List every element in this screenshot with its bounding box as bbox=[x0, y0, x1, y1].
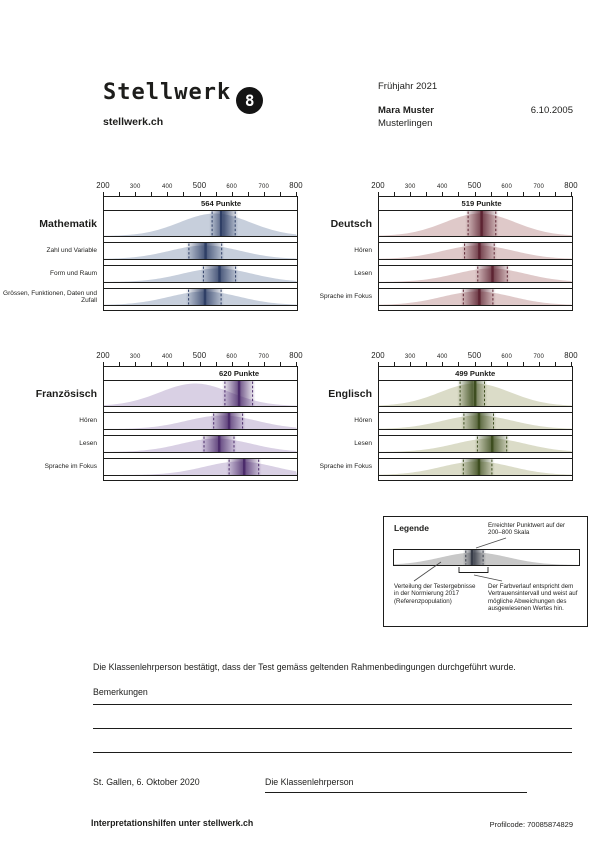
score-axis bbox=[371, 176, 578, 196]
spacer-row bbox=[379, 476, 572, 480]
legend-note-score: Erreichter Punktwert auf der 200–800 Skala bbox=[488, 522, 566, 537]
axis-tick-label: 400 bbox=[161, 353, 173, 360]
stellwerk-logo bbox=[103, 80, 263, 114]
axis-tick-label: 300 bbox=[129, 353, 141, 360]
subtest-row-lesen bbox=[104, 436, 297, 453]
axis-tick-label: 800 bbox=[289, 181, 303, 190]
subject-label-mathematik: Mathematik bbox=[39, 217, 97, 230]
axis-tick-label: 400 bbox=[436, 353, 448, 360]
axis-tick-label: 300 bbox=[404, 353, 416, 360]
axis-tick-label: 300 bbox=[404, 183, 416, 190]
axis-tick-label: 600 bbox=[501, 353, 512, 360]
axis-tick-label: 800 bbox=[564, 181, 578, 190]
score-table-englisch bbox=[378, 366, 573, 481]
subtest-row-hoeren bbox=[379, 413, 572, 430]
chart-panel-franzoesisch bbox=[3, 346, 303, 481]
distribution-curve bbox=[104, 243, 297, 259]
score-axis bbox=[96, 176, 303, 196]
distribution-curve bbox=[379, 436, 572, 452]
subtest-row-form-und-raum bbox=[104, 266, 297, 283]
subject-label-deutsch: Deutsch bbox=[330, 217, 372, 230]
distribution-curve bbox=[379, 413, 572, 429]
score-value-row bbox=[104, 367, 297, 381]
confidence-gradient-band bbox=[460, 289, 496, 305]
label-column bbox=[278, 176, 372, 311]
axis-tick-label: 600 bbox=[226, 353, 237, 360]
axis-tick-label: 700 bbox=[533, 353, 545, 360]
score-marker bbox=[218, 436, 220, 452]
chart-panel-deutsch bbox=[278, 176, 578, 311]
label-column bbox=[3, 176, 97, 311]
axis-tick-label: 500 bbox=[192, 181, 207, 190]
score-label-franzoesisch: 620 Punkte bbox=[219, 369, 260, 378]
subtest-label-sprache-im-fokus: Sprache im Fokus bbox=[44, 463, 97, 471]
score-value-row bbox=[104, 197, 297, 211]
score-marker bbox=[478, 459, 480, 475]
subtest-label-hoeren: Hören bbox=[79, 417, 97, 425]
axis-tick-label: 800 bbox=[289, 351, 303, 360]
subtest-row-lesen bbox=[379, 266, 572, 283]
axis-tick-label: 400 bbox=[161, 183, 173, 190]
distribution-curve bbox=[104, 211, 297, 236]
legend-note-confidence: Der Farbverlauf entspricht dem Vertrauensintervall und weist auf mögliche Abweichungen des ausgewiesenen Wertes hin. bbox=[488, 583, 578, 612]
subtest-row-sprache-im-fokus bbox=[379, 289, 572, 306]
axis-tick-label: 200 bbox=[371, 351, 385, 360]
confidence-gradient-band bbox=[457, 381, 487, 406]
spacer-row bbox=[104, 476, 297, 480]
distribution-curve bbox=[104, 413, 297, 429]
student-town: Musterlingen bbox=[378, 118, 433, 129]
remarks-line-2 bbox=[93, 728, 572, 729]
score-table-deutsch bbox=[378, 196, 573, 311]
test-term: Frühjahr 2021 bbox=[378, 81, 438, 92]
subtest-label-lesen: Lesen bbox=[354, 440, 372, 448]
score-label-mathematik: 564 Punkte bbox=[201, 199, 242, 208]
spacer-row bbox=[379, 306, 572, 310]
score-table-franzoesisch bbox=[103, 366, 298, 481]
legend-title: Legende bbox=[394, 523, 429, 533]
axis-tick-label: 200 bbox=[96, 351, 110, 360]
axis-tick-label: 200 bbox=[96, 181, 110, 190]
axis-tick-label: 500 bbox=[467, 351, 482, 360]
subtest-label-hoeren: Hören bbox=[354, 417, 372, 425]
main-distribution-row-englisch bbox=[379, 381, 572, 407]
score-marker bbox=[220, 211, 222, 236]
distribution-curve bbox=[104, 289, 297, 305]
confirmation-statement: Die Klassenlehrperson bestätigt, dass der Test gemäss geltenden Rahmenbedingungen durchgeführt wurde. bbox=[93, 662, 516, 672]
subtest-row-hoeren bbox=[104, 413, 297, 430]
logo-badge-8-icon: 8 bbox=[236, 87, 263, 114]
axis-tick-label: 700 bbox=[258, 353, 270, 360]
score-value-row bbox=[379, 367, 572, 381]
website-link: stellwerk.ch bbox=[103, 116, 164, 128]
birth-date: 6.10.2005 bbox=[530, 105, 573, 116]
distribution-curve bbox=[104, 436, 297, 452]
confidence-gradient-band bbox=[209, 211, 238, 236]
remarks-line-1 bbox=[93, 704, 572, 705]
distribution-curve bbox=[379, 459, 572, 475]
subtest-label-zahl-und-variable: Zahl und Variable bbox=[46, 247, 97, 255]
score-marker bbox=[204, 243, 206, 259]
score-marker bbox=[204, 289, 206, 305]
subtest-label-hoeren: Hören bbox=[354, 247, 372, 255]
chart-panel-mathematik bbox=[3, 176, 303, 311]
subtest-label-sprache-im-fokus: Sprache im Fokus bbox=[319, 293, 372, 301]
distribution-curve bbox=[379, 289, 572, 305]
score-label-deutsch: 519 Punkte bbox=[461, 199, 502, 208]
axis-tick-label: 300 bbox=[129, 183, 141, 190]
logo-text: Stellwerk bbox=[103, 80, 232, 105]
axis-tick-label: 600 bbox=[501, 183, 512, 190]
axis-tick-label: 500 bbox=[192, 351, 207, 360]
student-name: Mara Muster bbox=[378, 105, 434, 116]
axis-tick-label: 700 bbox=[258, 183, 270, 190]
subject-label-englisch: Englisch bbox=[328, 387, 372, 400]
label-column bbox=[278, 346, 372, 481]
confidence-gradient-band bbox=[460, 459, 495, 475]
subtest-row-groessen-funktionen-daten-und-zufall bbox=[104, 289, 297, 306]
subtest-row-sprache-im-fokus bbox=[104, 459, 297, 476]
score-table-mathematik bbox=[103, 196, 298, 311]
score-marker bbox=[218, 266, 220, 282]
axis-tick-label: 700 bbox=[533, 183, 545, 190]
axis-tick-label: 400 bbox=[436, 183, 448, 190]
signature-line bbox=[265, 792, 527, 793]
score-label-englisch: 499 Punkte bbox=[455, 369, 496, 378]
legend-note-distribution: Verteilung der Testergebnisse in der Normierung 2017 (Referenzpopulation) bbox=[394, 583, 476, 605]
score-marker bbox=[243, 459, 245, 475]
axis-tick-label: 500 bbox=[467, 181, 482, 190]
subtest-row-zahl-und-variable bbox=[104, 243, 297, 260]
score-marker bbox=[228, 413, 230, 429]
score-value-row bbox=[379, 197, 572, 211]
footer-help-text: Interpretationshilfen unter stellwerk.ch bbox=[91, 818, 254, 828]
subtest-label-form-und-raum: Form und Raum bbox=[50, 270, 97, 278]
remarks-label: Bemerkungen bbox=[93, 687, 148, 697]
score-marker bbox=[478, 413, 480, 429]
distribution-curve bbox=[379, 211, 572, 236]
distribution-curve bbox=[104, 266, 297, 282]
distribution-curve bbox=[379, 243, 572, 259]
score-marker bbox=[491, 436, 493, 452]
axis-tick-label: 200 bbox=[371, 181, 385, 190]
main-distribution-row-franzoesisch bbox=[104, 381, 297, 407]
subject-label-franzoesisch: Französisch bbox=[35, 387, 97, 400]
axis-tick-label: 600 bbox=[226, 183, 237, 190]
subtest-row-lesen bbox=[379, 436, 572, 453]
distribution-curve bbox=[104, 459, 297, 475]
score-marker bbox=[478, 289, 480, 305]
distribution-curve bbox=[104, 381, 297, 406]
score-marker bbox=[478, 243, 480, 259]
subtest-row-hoeren bbox=[379, 243, 572, 260]
score-marker bbox=[474, 381, 476, 406]
signature-role-label: Die Klassenlehrperson bbox=[265, 777, 354, 787]
label-column bbox=[3, 346, 97, 481]
legend-leader-lines bbox=[384, 517, 587, 626]
distribution-curve bbox=[379, 381, 572, 406]
score-marker bbox=[238, 381, 240, 406]
distribution-curve bbox=[379, 266, 572, 282]
score-marker bbox=[491, 266, 493, 282]
remarks-line-3 bbox=[93, 752, 572, 753]
subtest-row-sprache-im-fokus bbox=[379, 459, 572, 476]
signature-place-date: St. Gallen, 6. Oktober 2020 bbox=[93, 777, 200, 787]
chart-panel-englisch bbox=[278, 346, 578, 481]
legend-box bbox=[383, 516, 588, 627]
axis-tick-label: 800 bbox=[564, 351, 578, 360]
main-distribution-row-deutsch bbox=[379, 211, 572, 237]
profile-code: Profilcode: 70085874829 bbox=[489, 820, 573, 829]
confidence-bracket bbox=[459, 567, 488, 573]
score-axis bbox=[96, 346, 303, 366]
subtest-label-lesen: Lesen bbox=[79, 440, 97, 448]
main-distribution-row-mathematik bbox=[104, 211, 297, 237]
score-axis bbox=[371, 346, 578, 366]
spacer-row bbox=[104, 306, 297, 310]
subtest-label-groessen-funktionen-daten-und-zufall: Grössen, Funktionen, Daten und Zufall bbox=[3, 289, 97, 304]
subtest-label-sprache-im-fokus: Sprache im Fokus bbox=[319, 463, 372, 471]
score-marker bbox=[480, 211, 482, 236]
subtest-label-lesen: Lesen bbox=[354, 270, 372, 278]
